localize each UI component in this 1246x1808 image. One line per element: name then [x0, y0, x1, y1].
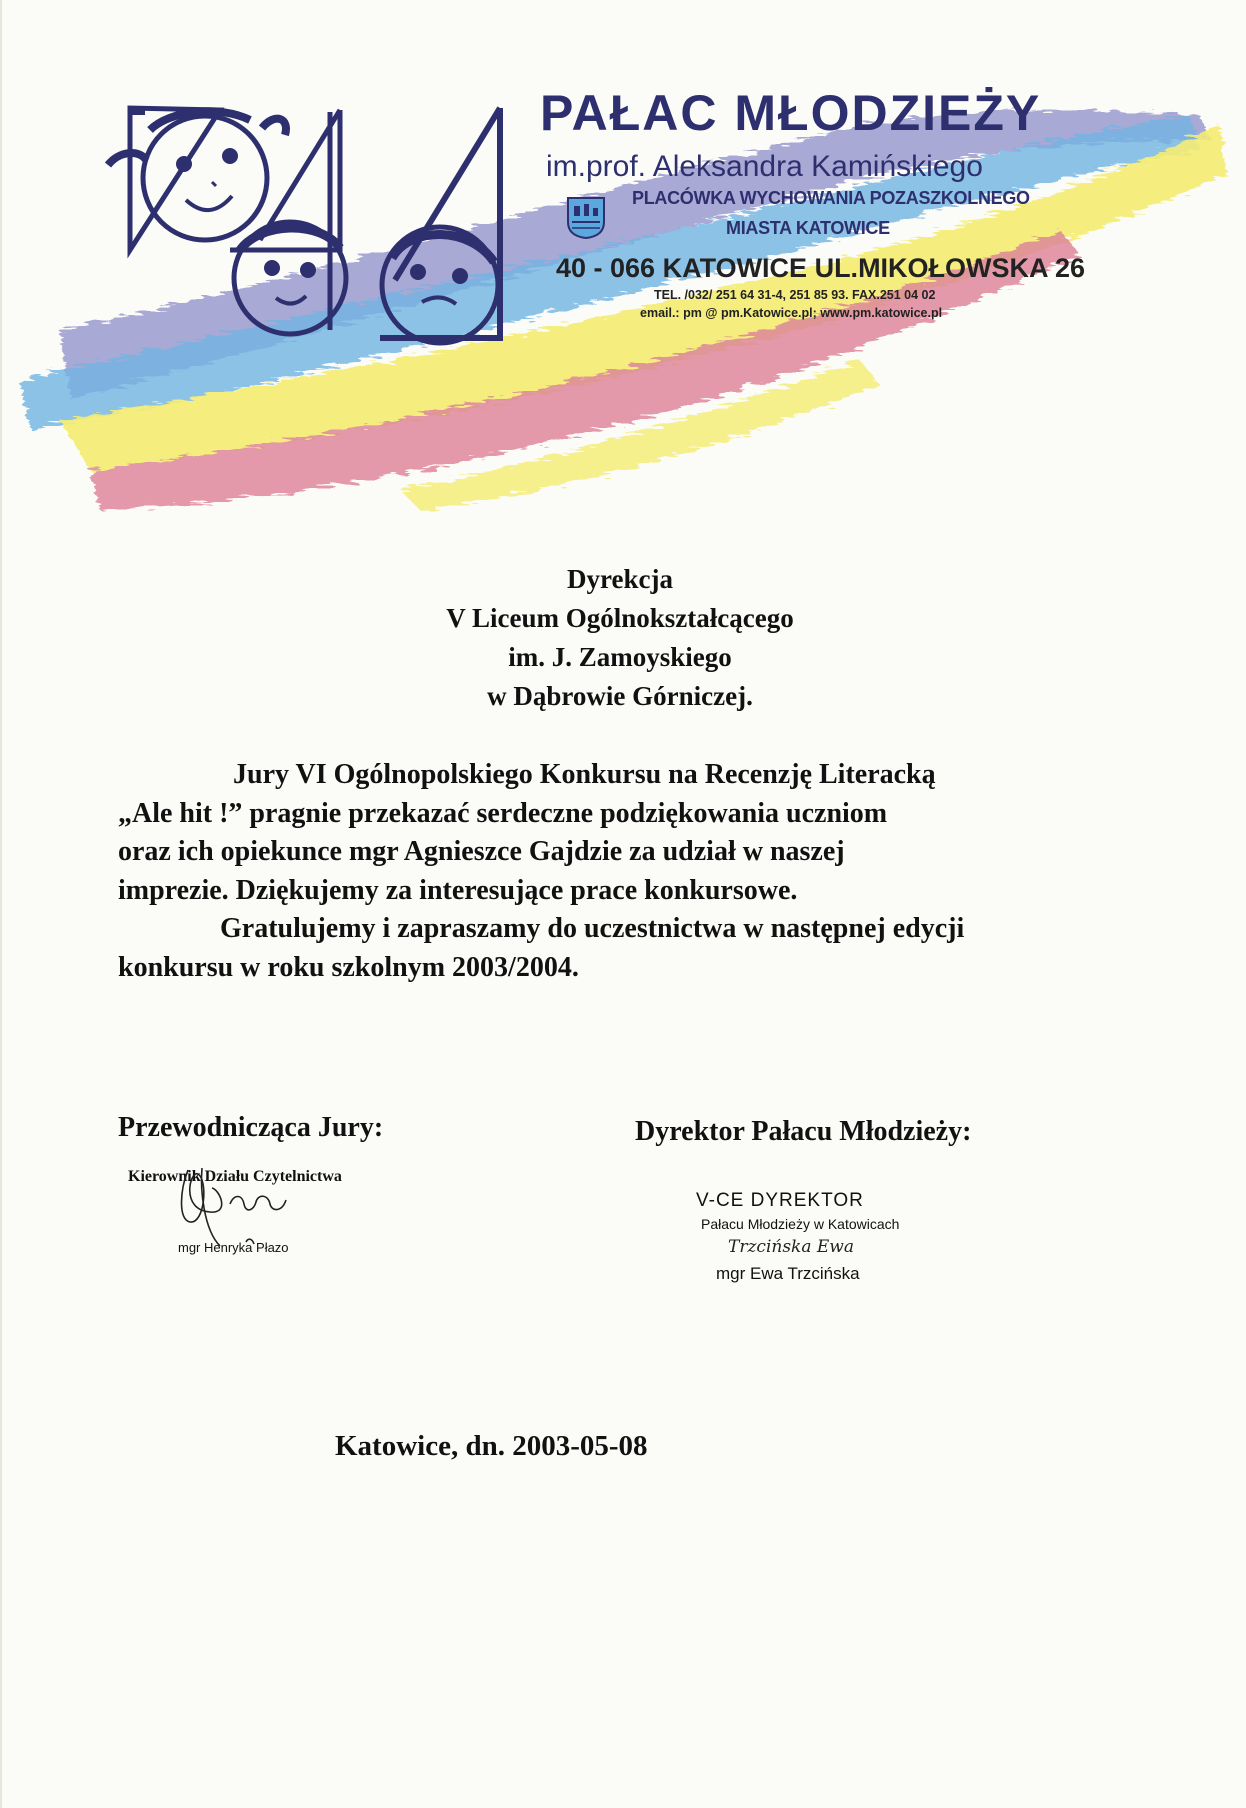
director-signature: [724, 1232, 924, 1264]
addressee-line: V Liceum Ogólnokształcącego: [446, 603, 794, 633]
body-line: Jury VI Ogólnopolskiego Konkursu na Recenzję Literacką: [233, 759, 936, 790]
place-and-date: Katowice, dn. 2003-05-08: [335, 1430, 648, 1462]
letterhead-subtitle-line2: MIASTA KATOWICE: [726, 218, 890, 238]
letterhead-phones: TEL. /032/ 251 64 31-4, 251 85 93. FAX.251 04 02: [654, 288, 936, 302]
addressee-block: [300, 560, 940, 716]
body-line: Gratulujemy i zapraszamy do uczestnictwa w następnej edycji: [220, 913, 965, 944]
body-line: oraz ich opiekunce mgr Agnieszce Gajdzie za udział w naszej: [118, 836, 845, 867]
jury-chair-stamp-position: Kierownik Działu Czytelnictwa: [128, 1168, 342, 1185]
letterhead-subtitle-line1: PLACÓWKA WYCHOWANIA POZASZKOLNEGO: [632, 188, 1030, 208]
body-line: konkursu w roku szkolnym 2003/2004.: [118, 951, 579, 983]
director-stamp-institution: Pałacu Młodzieży w Katowicach: [701, 1216, 900, 1232]
letterhead-title: PAŁAC MŁODZIEŻY: [540, 85, 1042, 141]
jury-chair-stamp-name: mgr Henryka Płazo: [178, 1240, 289, 1255]
letterhead-patron: im.prof. Aleksandra Kamińskiego: [546, 150, 983, 183]
director-stamp-position: V-CE DYREKTOR: [696, 1190, 864, 1211]
addressee-line: im. J. Zamoyskiego: [508, 642, 732, 672]
director-signature-text: Trzcińska Ewa: [728, 1237, 854, 1257]
addressee-line: w Dąbrowie Górniczej.: [487, 681, 753, 711]
letterhead-email-web: email.: pm @ pm.Katowice.pl; www.pm.katowice.pl: [640, 306, 943, 320]
letterhead-address: 40 - 066 KATOWICE UL.MIKOŁOWSKA 26: [556, 253, 1086, 283]
city-crest-icon: [566, 196, 606, 240]
director-title: Dyrektor Pałacu Młodzieży:: [635, 1116, 972, 1147]
body-line: „Ale hit !” pragnie przekazać serdeczne podziękowania uczniom: [118, 797, 888, 829]
jury-chair-title: Przewodnicząca Jury:: [118, 1112, 384, 1143]
letterhead: [0, 0, 1246, 540]
body-line: imprezie. Dziękujemy za interesujące prace konkursowe.: [118, 874, 798, 906]
director-stamp-name: mgr Ewa Trzcińska: [716, 1264, 860, 1283]
addressee-line: Dyrekcja: [567, 564, 673, 594]
letter-body: [118, 756, 1118, 987]
